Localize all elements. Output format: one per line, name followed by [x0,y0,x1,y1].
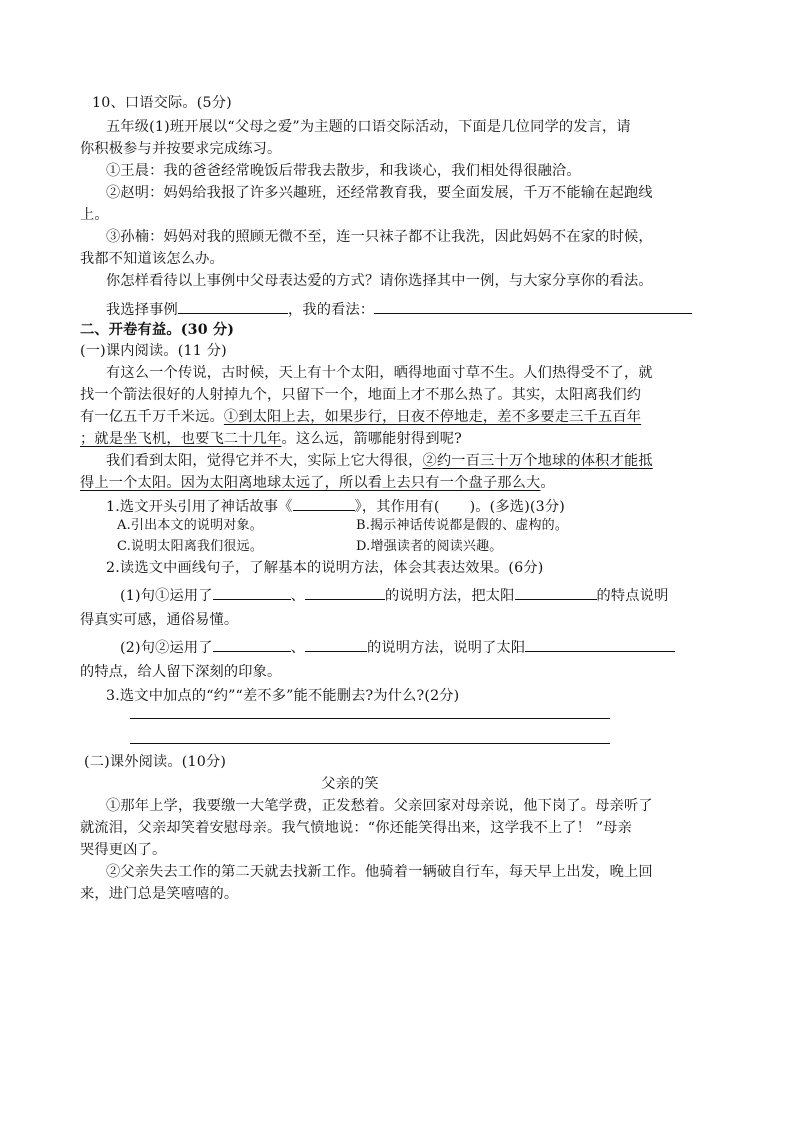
question-2-1-line2: 得真实可感，通俗易懂。 [80,612,239,628]
section2-title: 二、开卷有益。(30 分) [80,322,235,338]
underlined-sentence-1-end: ；就是坐飞机，也要飞二十几年 [80,431,282,447]
passage-p2-line1 [106,451,653,471]
answer-line-1[interactable] [130,718,610,719]
story-p1-line2: 就流泪，父亲却笑着安慰母亲。我气愤地说：“你还能笑得出来，这学我不上了！ ”母亲 [80,820,632,836]
story-title: 父亲的笑 [321,776,379,792]
q10-intro-line2: 你积极参与并按要求完成练习。 [80,141,282,157]
choose-example-label: 我选择事例 [106,302,178,318]
story-p1-line1: ①那年上学，我要缴一大笔学费，正发愁着。父亲回家对母亲说，他下岗了。母亲听了 [106,798,653,814]
q1-text: 1.选文开头引用了神话故事《 [106,499,293,515]
question-2: 2.读选文中画线句子，了解基本的说明方法，体会其表达效果。(6分) [106,560,544,576]
q2-2-text: 的说明方法，说明了太阳 [367,640,526,656]
q2-2-text: (2)句②运用了 [120,640,213,656]
q2-1-method-blank-2[interactable] [305,584,385,600]
q2-1-text: (1)句①运用了 [120,588,213,604]
passage-text: 。 [540,475,555,491]
question-3: 3.选文中加点的“约”“差不多”能不能删去?为什么?(2分) [106,688,460,704]
q2-2-text: 、 [290,640,306,656]
q10-intro-line1: 五年级(1)班开展以“父母之爱”为主题的口语交际活动，下面是几位同学的发言，请 [106,119,631,135]
option-d: D.增强读者的阅读兴趣。 [356,539,503,554]
q10-statement-3-line2: 我都不知道该怎么办。 [80,251,224,267]
q10-statement-2-line1: ②赵明：妈妈给我报了许多兴趣班，还经常教育我，要全面发展，千万不能输在起跑线 [106,185,653,201]
passage-text: 我们看到太阳，觉得它并不大，实际上它大得很， [106,453,423,469]
q10-question: 你怎样看待以上事例中父母表达爱的方式？请你选择其中一例，与大家分享你的看法。 [106,273,653,289]
my-view-label: ，我的看法： [287,302,375,318]
q2-1-text: 的说明方法，把太阳 [385,588,515,604]
story-p2-line2: 来，进门总是笑嘻嘻的。 [80,886,239,902]
q10-title: 10、口语交际。(5分) [92,95,232,111]
part1-title: (一)课内阅读。(11 分) [80,343,227,359]
q2-2-method-blank-1[interactable] [213,636,291,652]
q2-1-text: 的特点说明 [596,588,669,604]
passage-p2-line2 [80,473,555,493]
myth-name-blank[interactable] [293,495,355,511]
q2-2-feature-blank[interactable] [525,636,675,652]
q2-1-text: 、 [290,588,306,604]
q10-statement-2-line2: 上。 [80,207,109,223]
q2-1-feature-blank[interactable] [515,584,597,600]
option-c: C.说明太阳离我们很远。 [117,539,264,554]
q1-text: 》，其作用有( [354,499,440,515]
q1-text: )。(多选)(3分) [469,499,566,515]
example-choice-blank[interactable] [178,298,288,314]
question-2-2-line2: 的特点，给人留下深刻的印象。 [80,664,282,680]
story-p2-line1: ②父亲失去工作的第二天就去找新工作。他骑着一辆破自行车，每天早上出发，晚上回 [106,864,653,880]
story-p1-line3: 哭得更凶了。 [80,842,167,858]
option-a: A.引出本文的说明对象。 [117,518,263,533]
answer-line-2[interactable] [130,743,610,744]
passage-text: 。这么远，箭哪能射得到呢? [281,431,462,447]
underlined-sentence-2: ②约一百三十万个地球的体积才能抵 [422,453,653,469]
question-2-2 [120,636,675,658]
part2-title: (二)课外阅读。(10分) [84,754,227,770]
passage-text: 有一亿五千万千米远。 [80,409,224,425]
passage-p1-line1: 有这么一个传说，古时候，天上有十个太阳，晒得地面寸草不生。人们热得受不了，就 [106,365,653,381]
question-1 [106,495,565,517]
q10-statement-1: ①王晨：我的爸爸经常晚饭后带我去散步，和我谈心，我们相处得很融洽。 [106,163,581,179]
my-view-blank[interactable] [374,298,692,314]
question-2-1 [120,584,668,606]
q2-2-method-blank-2[interactable] [305,636,367,652]
q10-answer-line [106,298,692,320]
passage-p1-line3 [80,407,641,427]
q10-statement-3-line1: ③孙楠：妈妈对我的照顾无微不至，连一只袜子都不让我洗，因此妈妈不在家的时候， [106,229,653,245]
underlined-sentence-1: ①到太阳上去，如果步行，日夜不停地走，差不多要走三千五百年 [223,409,642,425]
passage-p1-line2: 找一个箭法很好的人射掉九个，只留下一个，地面上才不那么热了。其实，太阳离我们约 [80,387,642,403]
underlined-sentence-2-end: 得上一个太阳。因为太阳离地球太远了，所以看上去只有一个盘子那么大 [80,475,541,491]
option-b: B.揭示神话传说都是假的、虚构的。 [356,518,569,533]
q2-1-method-blank-1[interactable] [213,584,291,600]
passage-p1-line4 [80,429,462,449]
